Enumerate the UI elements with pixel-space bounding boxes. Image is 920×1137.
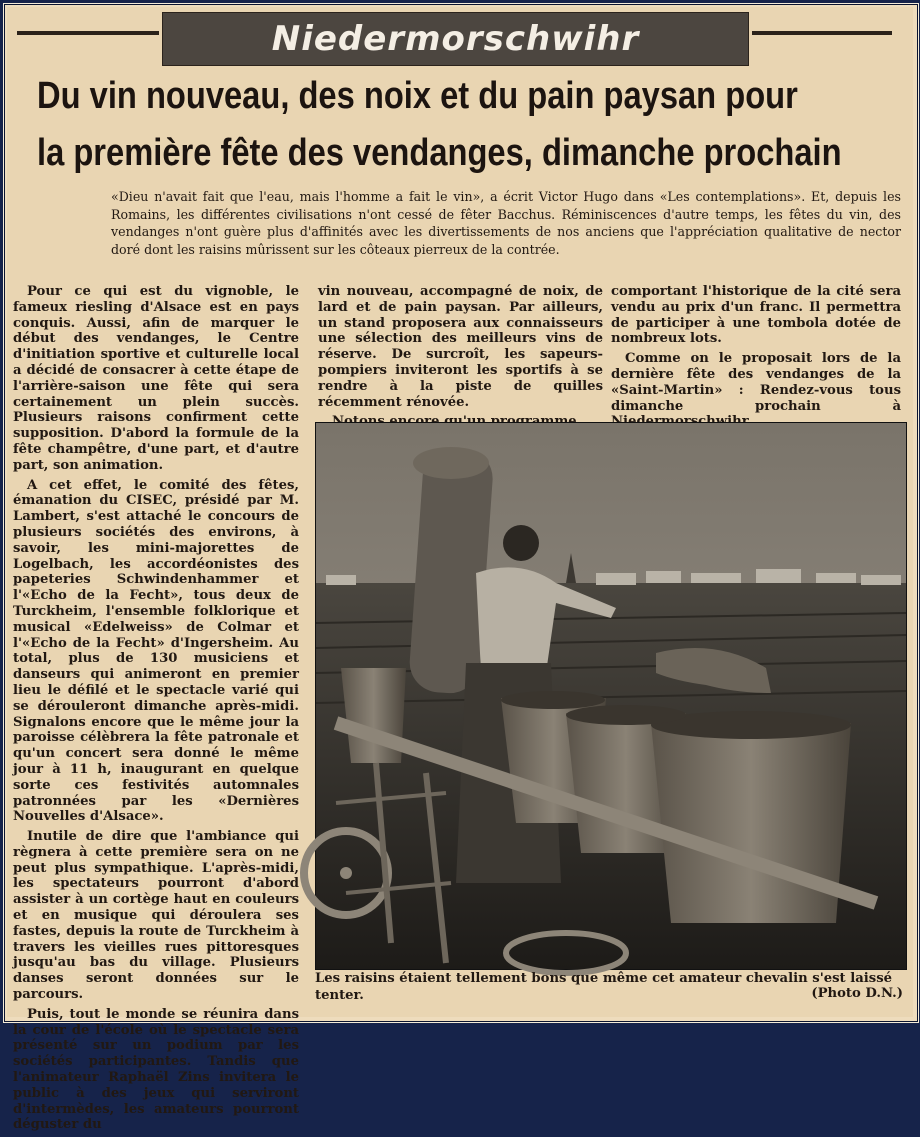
photo-credit: (Photo D.N.) bbox=[811, 986, 903, 1001]
column-2 bbox=[318, 284, 603, 434]
banner-rule-right bbox=[752, 31, 892, 35]
section-title: Niedermorschwihr bbox=[271, 19, 640, 59]
harvest-photo bbox=[315, 422, 907, 970]
headline-line-2: la première fête des vendanges, dimanche prochain bbox=[37, 132, 842, 174]
paragraph: Pour ce qui est du vignoble, le fameux riesling d'Alsace est en pays conquis. Aussi, afin de marquer le début des vendanges, le Centre d'initiation sportive et culturelle local a décidé de consacrer à cette étape de l'arrière-saison une fête qui sera certainement un plein succès. Plusieurs raisons confirment cette supposition. D'abord la formule de la fête champêtre, d'une part, et d'autre part, son animation. bbox=[13, 284, 299, 473]
paragraph: Inutile de dire que l'ambiance qui règnera à cette première sera on ne peut plus sympathique. L'après-midi, les spectateurs pourront d'abord assister à un cortège haut en couleurs et en musique qui déroulera ses fastes, depuis la route de Turckheim à travers les vieilles rues pittoresques jusqu'au bas du village. Plusieurs danses seront données sur le parcours. bbox=[13, 829, 299, 1003]
photo-illustration bbox=[316, 423, 906, 969]
paragraph: A cet effet, le comité des fêtes, émanation du CISEC, présidé par M. Lambert, s'est attaché le concours de plusieurs sociétés des environs, à savoir, les mini-majorettes de Logelbach, les accordéonistes des papeteries Schwindenhammer et l'«Echo de la Fecht», tous deux de Turckheim, l'ensemble folklorique et musical «Edelweiss» de Colmar et l'«Echo de la Fecht» d'Ingersheim. Au total, plus de 130 musiciens et danseurs qui animeront en premier lieu le défilé et le spectacle varié qui se dérouleront dimanche après-midi. Signalons encore que le même jour la paroisse célèbrera la fête patronale et qu'un concert sera donné le même jour à 11 h, inaugurant en quelque sorte ces festivités automnales patronnées par les «Dernières Nouvelles d'Alsace». bbox=[13, 477, 299, 825]
harvester-head bbox=[503, 525, 539, 561]
hotte-opening bbox=[413, 447, 489, 479]
bleed-through-text bbox=[897, 52, 917, 172]
lead-paragraph: «Dieu n'avait fait que l'eau, mais l'homme a fait le vin», a écrit Victor Hugo dans «Les contemplations». Et, depuis les Romains, les différentes civilisations n'ont cessé de fêter Bacchus. Réminiscences d'autre temps, les fêtes du vin, des vendanges n'ont guère plus d'affinités avec les divertissements de nos anciens que l'appréciation qualitative de nector doré dont les raisins mûrissent sur les côteaux pierreux de la contrée. bbox=[111, 189, 901, 257]
column-1 bbox=[13, 284, 299, 1137]
banner-rule-left bbox=[17, 31, 159, 35]
paragraph: Puis, tout le monde se réunira dans la cour de l'école où le spectacle sera présenté sur un podium par les sociétés participantes. Tandis que l'animateur Raphaël Zins invitera le public à des jeux qui serviront d'intermèdes, les amateurs pourront déguster du bbox=[13, 1006, 299, 1133]
section-banner bbox=[162, 12, 749, 66]
paragraph: Comme on le proposait lors de la dernière fête des vendanges de la «Saint-Martin» : Rendez-vous tous dimanche prochain à bbox=[611, 351, 901, 414]
newspaper-clipping bbox=[7, 7, 913, 1133]
paragraph: comportant l'historique de la cité sera vendu au prix d'un franc. Il permettra de participer à une tombola dotée de nombreux lots. bbox=[611, 284, 901, 347]
paragraph: vin nouveau, accompagné de noix, de lard et de pain paysan. Par ailleurs, un stand proposera aux connaisseurs une sélection des meilleurs vins de réserve. De surcroît, les sapeurs-pompiers inviteront les sportifs à se rendre à la piste de quilles récemment rénovée. bbox=[318, 284, 603, 410]
headline-line-1: Du vin nouveau, des noix et du pain paysan pour bbox=[37, 75, 798, 117]
photo-caption: Les raisins étaient tellement bons que même cet amateur chevalin s'est laissé tenter. bbox=[315, 971, 893, 1003]
